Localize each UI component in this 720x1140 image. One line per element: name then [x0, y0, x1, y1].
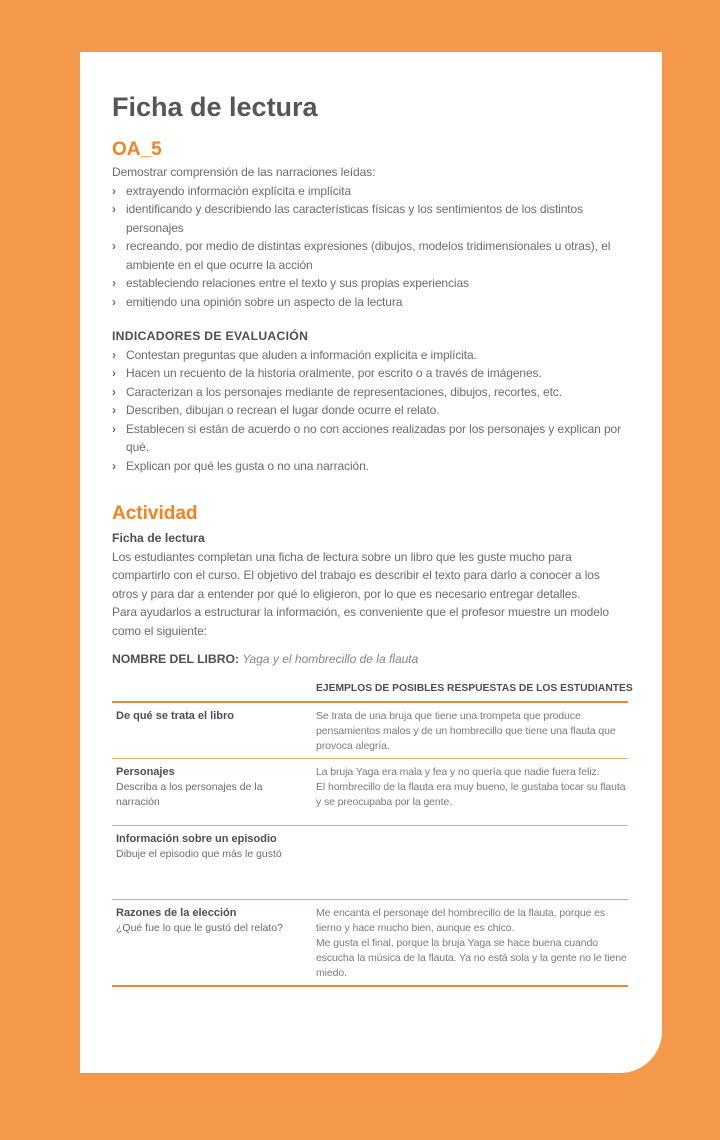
- activity-subheading: Ficha de lectura: [112, 531, 205, 545]
- bullet-marker: ›: [112, 202, 116, 216]
- row-answer-cell: [314, 906, 628, 981]
- oa-heading: OA_5: [112, 139, 162, 160]
- table-header-row: [112, 681, 633, 703]
- oa-bullet-text: recreando, por medio de distintas expresiones (dibujos, modelos tridimensionales u otras), el ambiente en el que ocurre la acción: [126, 239, 611, 272]
- page-content: [80, 52, 662, 987]
- row-sublabel: Describa a los personajes de la narración: [116, 780, 263, 808]
- book-name-value: Yaga y el hombrecillo de la flauta: [242, 652, 419, 666]
- oa-bullet-list: [112, 182, 627, 312]
- answer-line: La bruja Yaga era mala y fea y no quería que nadie fuera feliz.: [316, 765, 600, 778]
- indicator-bullet-item: [112, 457, 627, 476]
- answer-line: El hombrecillo de la flauta era muy bueno, le gustaba tocar su flauta y se preocupaba por la gente.: [316, 780, 626, 808]
- indicator-bullet-text: Hacen un recuento de la historia oralmente, por escrito o a través de imágenes.: [126, 366, 542, 380]
- oa-bullet-item: [112, 200, 627, 237]
- table-row: [112, 759, 628, 826]
- activity-paragraph: Para ayudarlos a estructurar la información, es conveniente que el profesor muestre un modelo como el siguiente:: [112, 605, 609, 638]
- table-row: [112, 900, 628, 987]
- row-label: Razones de la elección: [116, 906, 237, 919]
- row-label-cell: [112, 709, 314, 754]
- row-label-cell: [112, 906, 314, 981]
- page-title: Ficha de lectura: [112, 92, 318, 122]
- bullet-marker: ›: [112, 347, 116, 362]
- row-label-cell: [112, 765, 314, 821]
- indicator-bullet-item: [112, 383, 627, 402]
- oa-bullet-text: estableciendo relaciones entre el texto y sus propias experiencias: [126, 276, 469, 290]
- oa-bullet-item: [112, 293, 627, 312]
- bullet-marker: ›: [112, 239, 116, 253]
- indicator-bullet-item: [112, 346, 627, 365]
- oa-bullet-text: extrayendo información explícita e implícita: [126, 183, 352, 198]
- row-label: Información sobre un episodio: [116, 832, 277, 845]
- answer-line: Me encanta el personaje del hombrecillo de la flauta, porque es tierno y hace mucho bien, aunque es chico.: [316, 906, 606, 934]
- bullet-marker: ›: [112, 421, 116, 436]
- oa-bullet-text: emitiendo una opinión sobre un aspecto de la lectura: [126, 294, 403, 309]
- bullet-marker: ›: [112, 403, 116, 417]
- row-answer-cell: [314, 765, 628, 821]
- indicator-bullet-text: Establecen si están de acuerdo o no con acciones realizadas por los personajes y explican por qué.: [126, 421, 622, 454]
- row-answer-cell: [314, 832, 628, 895]
- bullet-marker: ›: [112, 366, 116, 380]
- indicator-bullet-text: Caracterizan a los personajes mediante de representaciones, dibujos, recortes, etc.: [126, 384, 562, 399]
- content-card: [80, 52, 662, 1073]
- indicator-bullet-text: Contestan preguntas que aluden a información explícita e implícita.: [126, 347, 477, 362]
- indicators-heading: INDICADORES DE EVALUACIÓN: [112, 329, 309, 343]
- indicator-bullet-item: [112, 420, 627, 457]
- oa-bullet-item: [112, 182, 627, 201]
- oa-bullet-text: identificando y describiendo las características físicas y los sentimientos de los distintos personajes: [126, 202, 584, 235]
- row-sublabel: Dibuje el episodio que más le gustó: [116, 847, 282, 860]
- bullet-marker: ›: [112, 458, 116, 473]
- activity-heading: Actividad: [112, 503, 198, 524]
- oa-intro: Demostrar comprensión de las narraciones leídas:: [112, 165, 376, 179]
- row-label-cell: [112, 832, 314, 895]
- table-row: [112, 826, 628, 900]
- oa-bullet-item: [112, 274, 627, 293]
- table-row: [112, 703, 628, 759]
- row-answer-cell: [314, 709, 628, 754]
- bullet-marker: ›: [112, 384, 116, 399]
- bullet-marker: ›: [112, 183, 116, 198]
- indicators-bullet-list: [112, 346, 627, 476]
- row-label: De qué se trata el libro: [116, 709, 234, 722]
- answers-table: [112, 681, 633, 987]
- activity-paragraph: Los estudiantes completan una ficha de lectura sobre un libro que les guste mucho para compartirlo con el curso. El objetivo del trabajo es describir el texto para darlo a conocer a los otros y para dar a entender por qué lo eligieron, por lo que es necesario entregar detalles.: [112, 549, 600, 601]
- row-label: Personajes: [116, 765, 175, 778]
- answer-line: Me gusta el final, porque la bruja Yaga se hace buena cuando escucha la música de la flauta. Ya no está sola y la gente no le tiene miedo.: [316, 936, 627, 979]
- row-sublabel: ¿Qué fue lo que le gustó del relato?: [116, 921, 283, 934]
- answer-line: Se trata de una bruja que tiene una trompeta que produce pensamientos malos y de un hombrecillo que tiene una flauta que provoca alegría.: [316, 709, 616, 752]
- indicator-bullet-text: Explican por qué les gusta o no una narración.: [126, 458, 369, 473]
- indicator-bullet-item: [112, 401, 627, 420]
- bullet-marker: ›: [112, 294, 116, 309]
- indicator-bullet-text: Describen, dibujan o recrean el lugar donde ocurre el relato.: [126, 403, 440, 417]
- indicator-bullet-item: [112, 364, 627, 383]
- book-name-label: NOMBRE DEL LIBRO:: [112, 652, 240, 666]
- oa-bullet-item: [112, 237, 627, 274]
- book-name-line: [112, 650, 627, 669]
- table-column-header: EJEMPLOS DE POSIBLES RESPUESTAS DE LOS ESTUDIANTES: [316, 682, 633, 694]
- bullet-marker: ›: [112, 276, 116, 290]
